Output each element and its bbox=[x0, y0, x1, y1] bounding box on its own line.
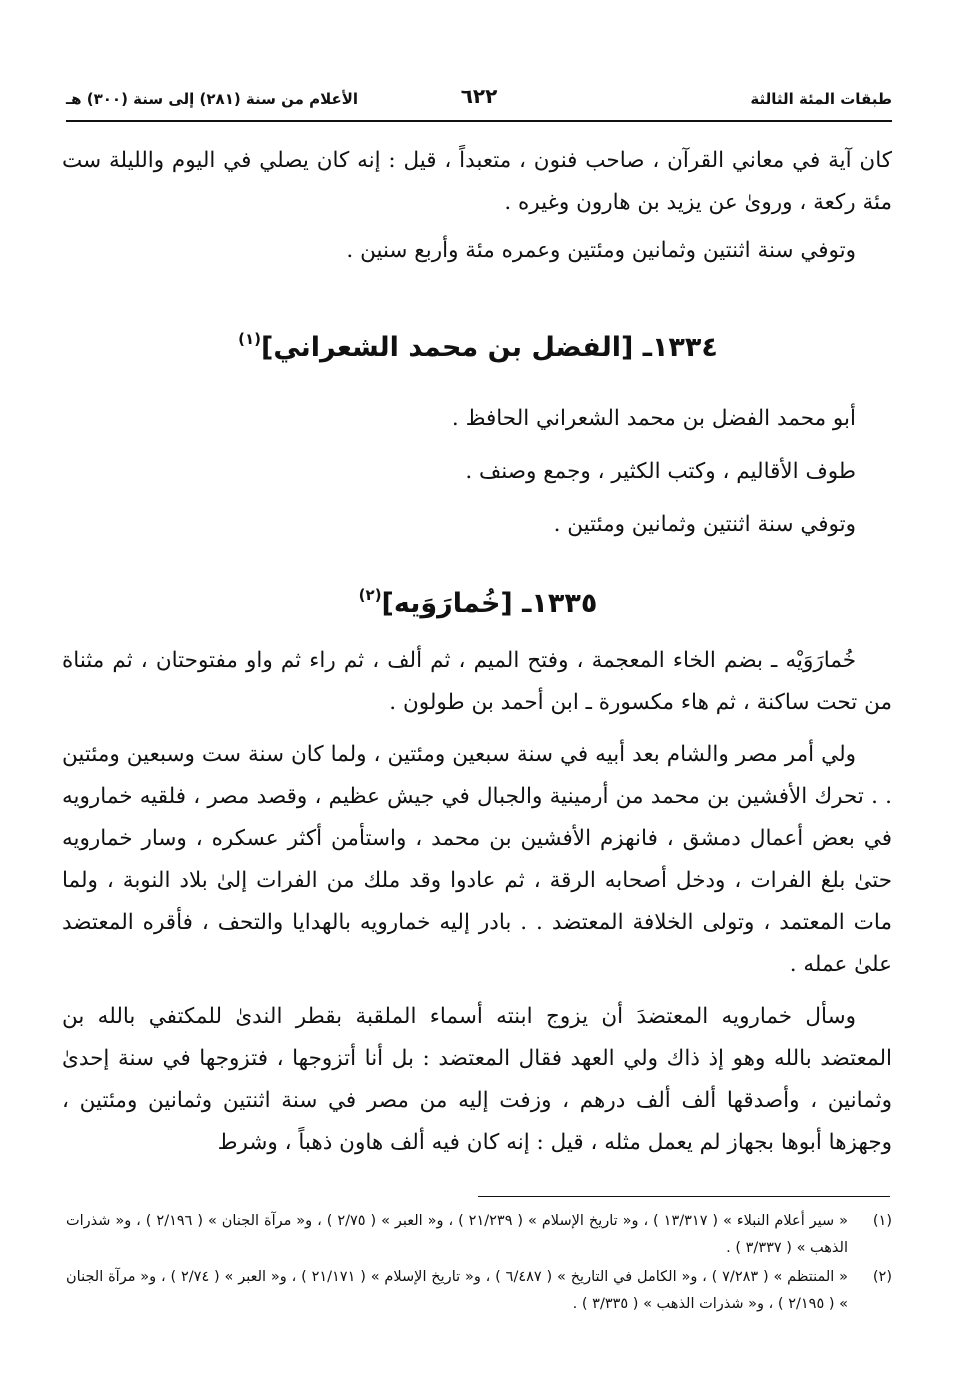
entry-paragraph: خُمارَوَيْه ـ بضم الخاء المعجمة ، وفتح الميم ، ثم ألف ، ثم راء ثم واو مفتوحتان ، ثم مثناة من تحت ساكنة ، ثم هاء مكسورة ـ ابن أحمد بن طولون . bbox=[62, 648, 892, 715]
previous-entry-paragraph: كان آية في معاني القرآن ، صاحب فنون ، متعبداً ، قيل : إنه كان يصلي في اليوم والليلة ست مئة ركعة ، وروىٰ عن يزيد بن هارون وغيره . bbox=[62, 148, 892, 215]
footnote bbox=[66, 1208, 892, 1262]
entry-title-text: ١٣٣٥ـ [خُمارَوَيه] bbox=[381, 588, 598, 619]
footnote bbox=[66, 1264, 892, 1318]
footnote-text: « المنتظم » ( ٧/٢٨٣ ) ، و« الكامل في التاريخ » ( ٦/٤٨٧ ) ، و« تاريخ الإسلام » ( ٢١/١٧١ ) ، و« العبر » ( ٢/٧٤ ) ، و« مرآة الجنان » ( ٢/١٩٥ ) ، و« شذرات الذهب » ( ٣/٣٣٥ ) . bbox=[66, 1269, 849, 1312]
footnote-text: « سير أعلام النبلاء » ( ١٣/٣١٧ ) ، و« تاريخ الإسلام » ( ٢١/٢٣٩ ) ، و« العبر » ( ٢/٧٥ ) ، و« مرآة الجنان » ( ٢/١٩٦ ) ، و« شذرات الذهب » ( ٣/٣٣٧ ) . bbox=[66, 1213, 848, 1256]
entry-body-1334 bbox=[62, 392, 892, 551]
footnote-mark: (٢) bbox=[358, 586, 382, 604]
footnote-number: (٢) bbox=[872, 1269, 892, 1285]
entry-paragraph: وسأل خمارويه المعتضدَ أن يزوج ابنته أسماء الملقبة بقطر الندىٰ للمكتفي بالله بن المعتضد بالله وهو إذ ذاك ولي العهد فقال المعتضد : بل أنا أتزوجها ، فتزوجها في سنة إحدىٰ وثمانين ، وأصدقها ألف ألف درهم ، وزفت إليه من مصر في سنة اثنتين وثمانين ومئتين ، وجهزها أبوها بجهاز لم يعمل مثله ، قيل : إنه كان فيه ألف هاون ذهباً ، وشرط bbox=[62, 1004, 892, 1155]
page-number: ٦٢٢ bbox=[460, 84, 498, 108]
footnotes bbox=[66, 1208, 892, 1320]
header-section-title: طبقات المئة الثالثة bbox=[750, 90, 892, 108]
running-header bbox=[66, 86, 892, 114]
header-rule bbox=[66, 120, 892, 122]
entry-line: وتوفي سنة اثنتين وثمانين ومئتين . bbox=[553, 512, 856, 537]
footnote-rule bbox=[478, 1196, 890, 1197]
header-range-title: الأعلام من سنة (٢٨١) إلى سنة (٣٠٠) هـ bbox=[66, 90, 359, 108]
entry-title-1335 bbox=[0, 586, 956, 619]
previous-entry-death: وتوفي سنة اثنتين وثمانين ومئتين وعمره مئة وأربع سنين . bbox=[346, 238, 856, 263]
entry-title-text: ١٣٣٤ـ [الفضل بن محمد الشعراني] bbox=[260, 332, 718, 363]
entry-title-1334 bbox=[0, 330, 956, 363]
entry-line: طوف الأقاليم ، وكتب الكثير ، وجمع وصنف . bbox=[465, 459, 856, 484]
footnote-number: (١) bbox=[872, 1213, 892, 1229]
entry-line: أبو محمد الفضل بن محمد الشعراني الحافظ . bbox=[451, 406, 856, 431]
footnote-mark: (١) bbox=[238, 330, 261, 348]
entry-paragraph: ولي أمر مصر والشام بعد أبيه في سنة سبعين ومئتين ، ولما كان سنة ست وسبعين ومئتين . . تحرك الأفشين بن محمد من أرمينية والجبال في جيش عظيم ، وقصد مصر ، فلقيه خمارويه في بعض أعمال دمشق ، فانهزم الأفشين بن محمد ، واستأمن أكثر عسكره ، وسار خمارويه حتىٰ بلغ الفرات ، ودخل أصحابه الرقة ، ثم عادوا وقد ملك من الفرات إلىٰ بلاد النوبة ، ولما مات المعتمد ، وتولى الخلافة المعتضد . . بادر إليه خمارويه بالهدايا والتحف ، فأقره المعتضد علىٰ عمله . bbox=[62, 742, 892, 977]
previous-entry-text bbox=[62, 140, 892, 272]
entry-body-1335 bbox=[62, 640, 892, 1164]
